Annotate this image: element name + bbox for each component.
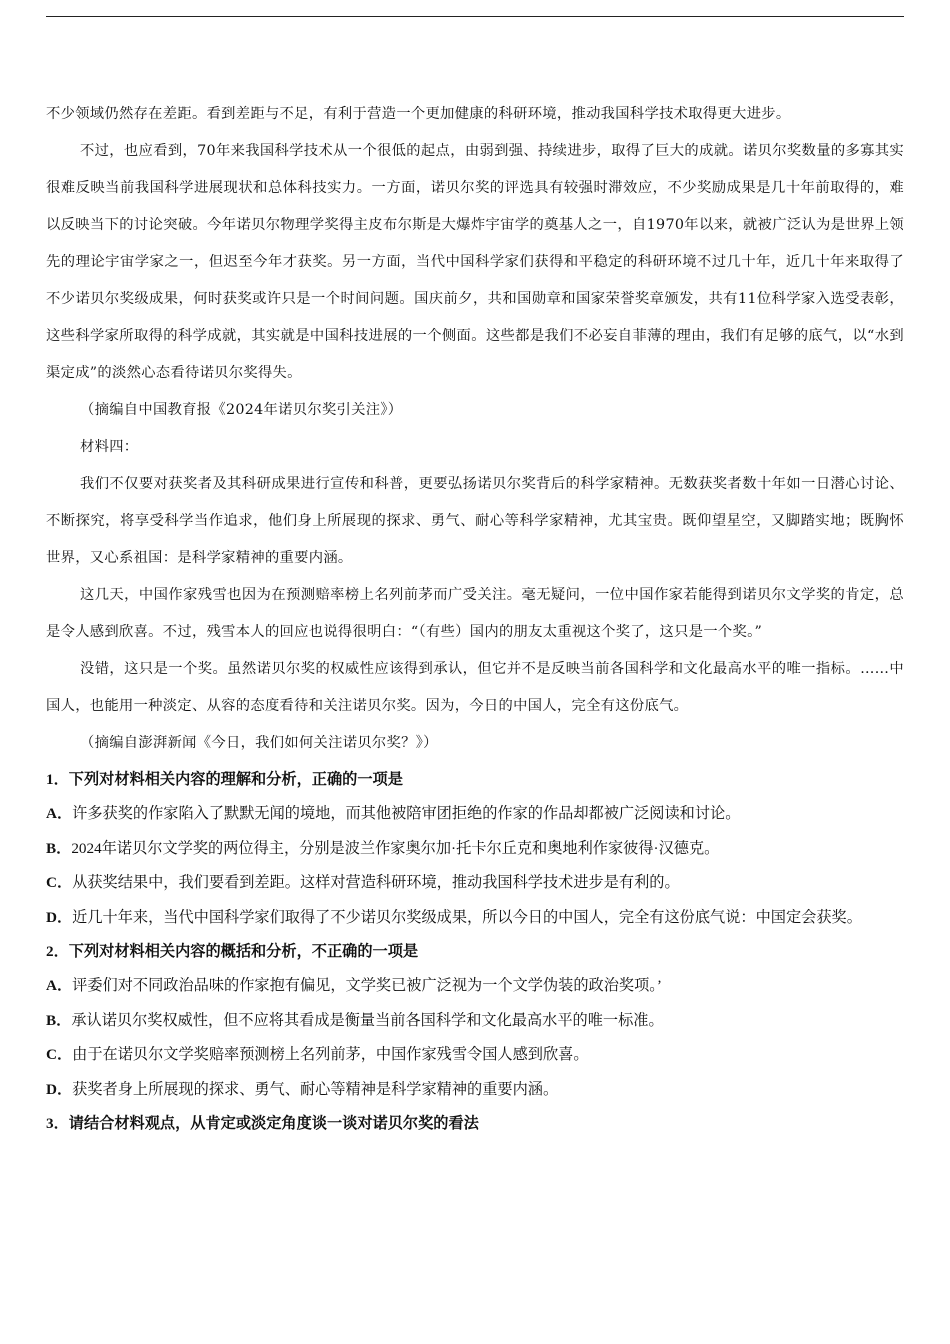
answer-option-c xyxy=(46,866,904,900)
option-text: 获奖者身上所展现的探求、勇气、耐心等精神是科学家精神的重要内涵。 xyxy=(72,1080,559,1098)
paragraph: 我们不仅要对获奖者及其科研成果进行宣传和科普，更要弘扬诺贝尔奖背后的科学家精神。无数获奖者数十年如一日潜心讨论、不断探究，将享受科学当作追求，他们身上所展现的探求、勇气、耐心等科学家精神，尤其宝贵。既仰望星空，又脚踏实地；既胸怀世界，又心系祖国：是科学家精神的重要内涵。 xyxy=(46,476,904,566)
paragraph: 不过，也应看到，70年来我国科学技术从一个很低的起点，由弱到强、持续进步，取得了巨大的成就。诺贝尔奖数量的多寡其实很难反映当前我国科学进展现状和总体科技实力。一方面，诺贝尔奖的评选具有较强时滞效应，不少奖励成果是几十年前取得的，难以反映当下的讨论突破。今年诺贝尔物理学奖得主皮布尔斯是大爆炸宇宙学的奠基人之一，自1970年以来，就被广泛认为是世界上领先的理论宇宙学家之一，但迟至今年才获奖。另一方面，当代中国科学家们获得和平稳定的科研环境不过几十年，近几十年来取得了不少诺贝尔奖级成果，何时获奖或许只是一个时间问题。国庆前夕，共和国勋章和国家荣誉奖章颁发，共有11位科学家入选受表彰，这些科学家所取得的科学成就，其实就是中国科技进展的一个侧面。这些都是我们不必妄自菲薄的理由，我们有足够的底气，以“水到渠定成”的淡然心态看待诺贝尔奖得失。 xyxy=(46,143,904,381)
option-text: 由于在诺贝尔文学奖赔率预测榜上名列前茅，中国作家残雪令国人感到欣喜。 xyxy=(72,1046,589,1064)
option-letter: B． xyxy=(46,1011,72,1029)
header-rule xyxy=(46,16,904,17)
option-letter: C． xyxy=(46,1046,73,1064)
option-letter: A． xyxy=(46,805,73,823)
question-stem: 1．下列对材料相关内容的理解和分析，正确的一项是 xyxy=(46,771,403,788)
questions-section xyxy=(46,763,904,1141)
option-text: 从获奖结果中，我们要看到差距。这样对营造科研环境，推动我国科学技术进步是有利的。 xyxy=(72,874,680,892)
answer-option-b xyxy=(46,832,904,866)
question-stem: 2．下列对材料相关内容的概括和分析，不正确的一项是 xyxy=(46,943,419,961)
option-letter: B． xyxy=(46,839,72,857)
material-label: 材料四： xyxy=(80,439,139,455)
answer-option-c xyxy=(46,1038,904,1072)
paragraph: 没错，这只是一个奖。虽然诺贝尔奖的权威性应该得到承认，但它并不是反映当前各国科学和文化最高水平的唯一指标。……中国人，也能用一种淡定、从容的态度看待和关注诺贝尔奖。因为，今日的中国人，完全有这份底气。 xyxy=(46,661,904,714)
source-citation: （摘编自中国教育报《2024年诺贝尔奖引关注》） xyxy=(80,402,403,418)
answer-option-d xyxy=(46,1073,904,1107)
option-letter: A． xyxy=(46,977,73,995)
option-text: 许多获奖的作家陷入了默默无闻的境地，而其他被陪审团拒绝的作家的作品却都被广泛阅读和讨论。 xyxy=(72,805,741,823)
option-text: 2024年诺贝尔文学奖的两位得主，分别是波兰作家奥尔加·托卡尔丘克和奥地利作家彼得·汉德克。 xyxy=(71,839,720,857)
option-letter: C． xyxy=(46,874,73,892)
answer-option-a xyxy=(46,969,904,1003)
option-text: 近几十年来，当代中国科学家们取得了不少诺贝尔奖级成果，所以今日的中国人，完全有这份底气说：中国定会获奖。 xyxy=(72,908,862,926)
answer-option-a xyxy=(46,797,904,831)
document-page xyxy=(46,96,904,1141)
answer-option-d xyxy=(46,901,904,935)
answer-option-b xyxy=(46,1004,904,1038)
question-stem: 3．请结合材料观点，从肯定或淡定角度谈一谈对诺贝尔奖的看法 xyxy=(46,1115,479,1133)
paragraph: 这几天，中国作家残雪也因为在预测赔率榜上名列前茅而广受关注。毫无疑问，一位中国作家若能得到诺贝尔文学奖的肯定，总是令人感到欣喜。不过，残雪本人的回应也说得很明白：“（有些）国内的朋友太重视这个奖了，这只是一个奖。” xyxy=(46,587,904,640)
source-citation: （摘编自澎湃新闻《今日，我们如何关注诺贝尔奖？》） xyxy=(80,735,438,751)
option-letter: D． xyxy=(46,1080,73,1098)
option-text: 评委们对不同政治品味的作家抱有偏见，文学奖已被广泛视为一个文学伪装的政治奖项。’ xyxy=(72,977,662,995)
paragraph: 不少领域仍然存在差距。看到差距与不足，有利于营造一个更加健康的科研环境，推动我国科学技术取得更大进步。 xyxy=(46,106,791,122)
option-text: 承认诺贝尔奖权威性，但不应将其看成是衡量当前各国科学和文化最高水平的唯一标准。 xyxy=(71,1011,664,1029)
reading-material xyxy=(46,96,904,762)
option-letter: D． xyxy=(46,908,73,926)
